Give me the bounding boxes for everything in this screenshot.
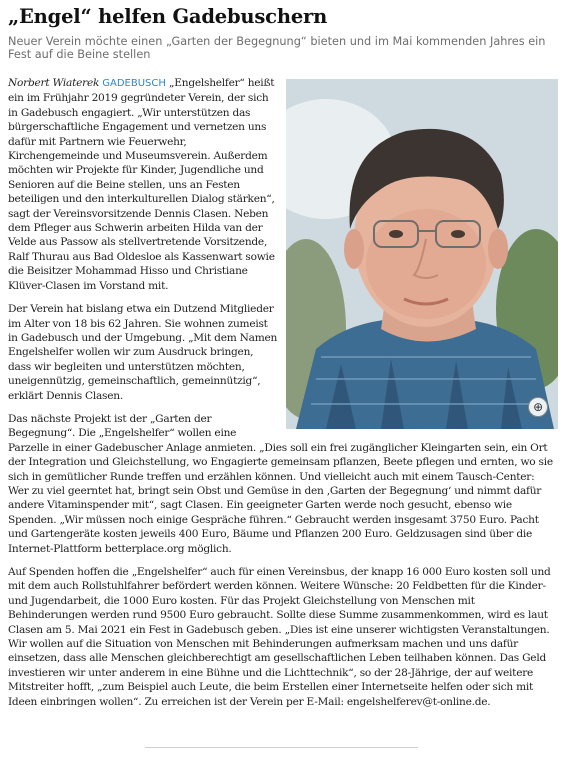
- paragraph-3: Das nächste Projekt ist der „Garten der Begegnung“. Die „Engelshelfer“ wollen eine Parzelle in einer Gadebuscher Anlage anmieten. „Dies soll ein frei zugänglicher Kleingarten sein, ein Ort der Integration und Gleichstellung, wo Engagierte gemeinsam pflanzen, Beete pflegen und ernten, wo sie sich in gemütlicher Runde treffen und erzählen können. Und vielleicht auch mit einem Tausch-Center: Wer zu viel geerntet hat, bringt sein Obst und Gemüse in den ‚Garten der Begegnung‘ und nimmt dafür andere Vitaminspender mit“, sagt Clasen. Ein geeigneter Garten werde noch gesucht, ebenso wie Spenden. „Wir müssen noch einige Gespräche führen.“ Gebraucht werden insgesamt 3750 Euro. Pacht und Gartengeräte kosten jeweils 400 Euro, Bäume und Pflanzen 200 Euro. Geldzusagen sind über die Internet-Plattform betterplace.org möglich.: [8, 412, 553, 555]
- portrait-image: [286, 79, 558, 429]
- location-dateline: GADEBUSCH: [102, 78, 166, 89]
- author: Norbert Wiaterek: [8, 77, 100, 89]
- article-photo[interactable]: [286, 79, 558, 429]
- paragraph-4: Auf Spenden hoffen die „Engelshelfer“ auch für einen Vereinsbus, der knapp 16 000 Euro kosten soll und mit dem auch Rollstuhlfahrer befördert werden können. Weitere Wünsche: 20 Feldbetten für die Kinder- und Jugendarbeit, die 1000 Euro kosten. Für das Projekt Gleichstellung von Menschen mit Behinderungen werden rund 9500 Euro gebraucht. Sollte diese Summe zusammenkommen, wird es laut Clasen am 5. Mai 2021 ein Fest in Gadebusch geben. „Dies ist eine unserer wichtigsten Veranstaltungen. Wir wollen auf die Situation von Menschen mit Behinderungen aufmerksam machen und uns dafür einsetzen, dass alle Menschen gleichberechtigt am gesellschaftlichen Leben teilhaben können. Das Geld investieren wir unter anderem in eine Bühne und die Lichttechnik“, so der 28-Jährige, der auf weitere Mitstreiter hofft, „zum Beispiel auch Leute, die beim Erstellen einer Internetseite helfen oder sich mit Ideen einbringen wollen“. Zu erreichen ist der Verein per E-Mail: engelshelferev@t-online.de.: [8, 566, 551, 708]
- headline: „Engel“ helfen Gadebuschern: [8, 5, 328, 28]
- article-body: [8, 76, 554, 709]
- paragraph-1-text: „Engelshelfer“ heißt ein im Frühjahr 2019 gegründeter Verein, der sich in Gadebusch engagiert. „Wir unterstützen das bürgerschaftliche Engagement und vernetzen uns dafür mit Partnern wie Feuerwehr, Kirchengemeinde und Museumsverein. Außerdem möchten wir Projekte für Kinder, Jugendliche und Senioren auf die Beine stellen, uns an Festen beteiligen und den interkulturellen Dialog stärken“, sagt der Vereinsvorsitzende Dennis Clasen. Neben dem Pfleger aus Schwerin arbeiten Hilda van der Velde aus Passow als stellvertretende Vorsitzende, Ralf Thurau aus Bad Oldesloe als Kassenwart sowie die Beisitzer Mohammad Hisso und Christiane Klüver-Clasen im Vorstand mit.: [8, 77, 275, 292]
- paragraph-2: Der Verein hat bislang etwa ein Dutzend Mitglieder im Alter von 18 bis 62 Jahren. Sie wohnen zumeist in Gadebusch und der Umgebung. „Mit dem Namen Engelshelfer wollen wir zum Ausdruck bringen, dass wir begleiten und unterstützen möchten, uneigennützig, gemeinschaftlich, gemeinnützig“, erklärt Dennis Clasen.: [8, 303, 278, 402]
- zoom-in-icon[interactable]: ⊕: [528, 397, 548, 417]
- subheadline: Neuer Verein möchte einen „Garten der Begegnung“ bieten und im Mai kommenden Jahres ein Fest auf die Beine stellen: [8, 35, 546, 61]
- footer-divider: [145, 747, 418, 748]
